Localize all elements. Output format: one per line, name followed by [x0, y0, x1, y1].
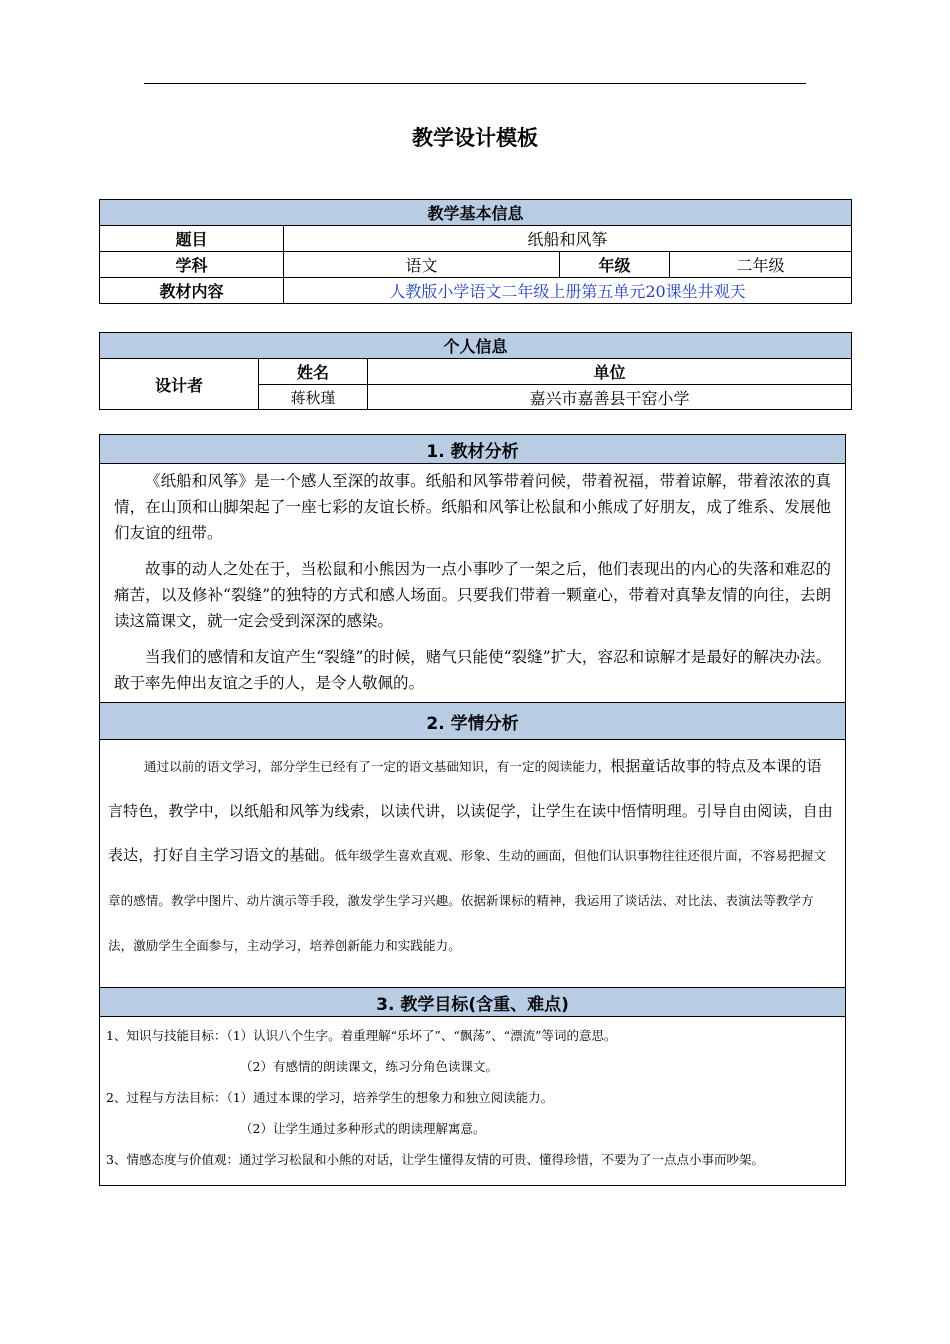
basic-info-header: 教学基本信息 [100, 200, 852, 226]
top-rule [144, 83, 806, 84]
basic-info-table [99, 199, 852, 304]
material-label: 教材内容 [100, 278, 284, 304]
grade-label: 年级 [560, 252, 670, 278]
document-title: 教学设计模板 [412, 126, 538, 150]
subject-label: 学科 [100, 252, 284, 278]
section-2-header: 2. 学情分析 [100, 703, 846, 740]
section-3-header: 3. 教学目标(含重、难点) [100, 988, 846, 1017]
section-1-body [100, 464, 846, 703]
unit-value: 嘉兴市嘉善县干窑小学 [368, 385, 852, 410]
material-value: 人教版小学语文二年级上册第五单元20课坐井观天 [284, 278, 852, 304]
analysis-table [99, 434, 846, 1186]
topic-label: 题目 [100, 226, 284, 252]
s1-paragraph-2: 故事的动人之处在于，当松鼠和小熊因为一点小事吵了一架之后，他们表现出的内心的失落和难忍的痛苦，以及修补“裂缝”的独特的方式和感人场面。只要我们带着一颗童心，带着对真挚友情的向往，去朗读这篇课文，就一定会受到深深的感染。 [114, 560, 831, 630]
s2-paragraph [108, 744, 835, 968]
goal-line-4: （2）让学生通过多种形式的朗读理解寓意。 [240, 1121, 486, 1136]
designer-label: 设计者 [100, 359, 259, 410]
topic-value: 纸船和风筝 [284, 226, 852, 252]
section-2-body [100, 740, 846, 988]
s1-paragraph-3: 当我们的感情和友谊产生“裂缝”的时候，赌气只能使“裂缝”扩大，容忍和谅解才是最好的解决办法。敢于率先伸出友谊之手的人，是令人敬佩的。 [114, 648, 831, 692]
s2-part-b: 根据童话故事的特点及本课的语言特色，教学中，以纸船和风筝为线索，以读代讲，以读促学，让学生在读中悟情明理。引导自由阅读，自由表达，打好自主学习语文的基础。 [108, 757, 833, 864]
subject-value: 语文 [284, 252, 560, 278]
goal-line-5: 3、情感态度与价值观：通过学习松鼠和小熊的对话，让学生懂得友情的可贵、懂得珍惜，不要为了一点点小事而吵架。 [106, 1152, 764, 1167]
goal-line-2: （2）有感情的朗读课文，练习分角色读课文。 [240, 1059, 498, 1074]
s2-part-c: 低年级学生喜欢直观、形象、生动的画面，但他们认识事物往往还很片面，不容易把握文章的感情。教学中图片、动片演示等手段，激发学生学习兴趣。依据新课标的精神，我运用了谈话法、对比法、表演法等教学方法，激励学生全面参与，主动学习，培养创新能力和实践能力。 [108, 848, 826, 953]
section-1-header: 1. 教材分析 [100, 435, 846, 464]
name-label: 姓名 [259, 359, 368, 385]
s1-paragraph-1: 《纸船和风筝》是一个感人至深的故事。纸船和风筝带着问候，带着祝福，带着谅解，带着浓浓的真情，在山顶和山脚架起了一座七彩的友谊长桥。纸船和风筝让松鼠和小熊成了好朋友，成了维系、发展他们友谊的纽带。 [114, 472, 831, 542]
s2-part-a: 通过以前的语文学习，部分学生已经有了一定的语文基础知识，有一定的阅读能力， [144, 759, 611, 774]
goal-line-1: 1、知识与技能目标：（1）认识八个生字。着重理解“乐坏了”、“飘荡”、“漂流”等词的意思。 [106, 1028, 617, 1043]
section-3-body [100, 1017, 846, 1186]
personal-info-table [99, 332, 852, 410]
unit-label: 单位 [368, 359, 852, 385]
personal-info-header: 个人信息 [100, 333, 852, 359]
grade-value: 二年级 [670, 252, 852, 278]
goal-line-3: 2、过程与方法目标：（1）通过本课的学习，培养学生的想象力和独立阅读能力。 [106, 1090, 554, 1105]
name-value: 蒋秋瑾 [259, 385, 368, 410]
